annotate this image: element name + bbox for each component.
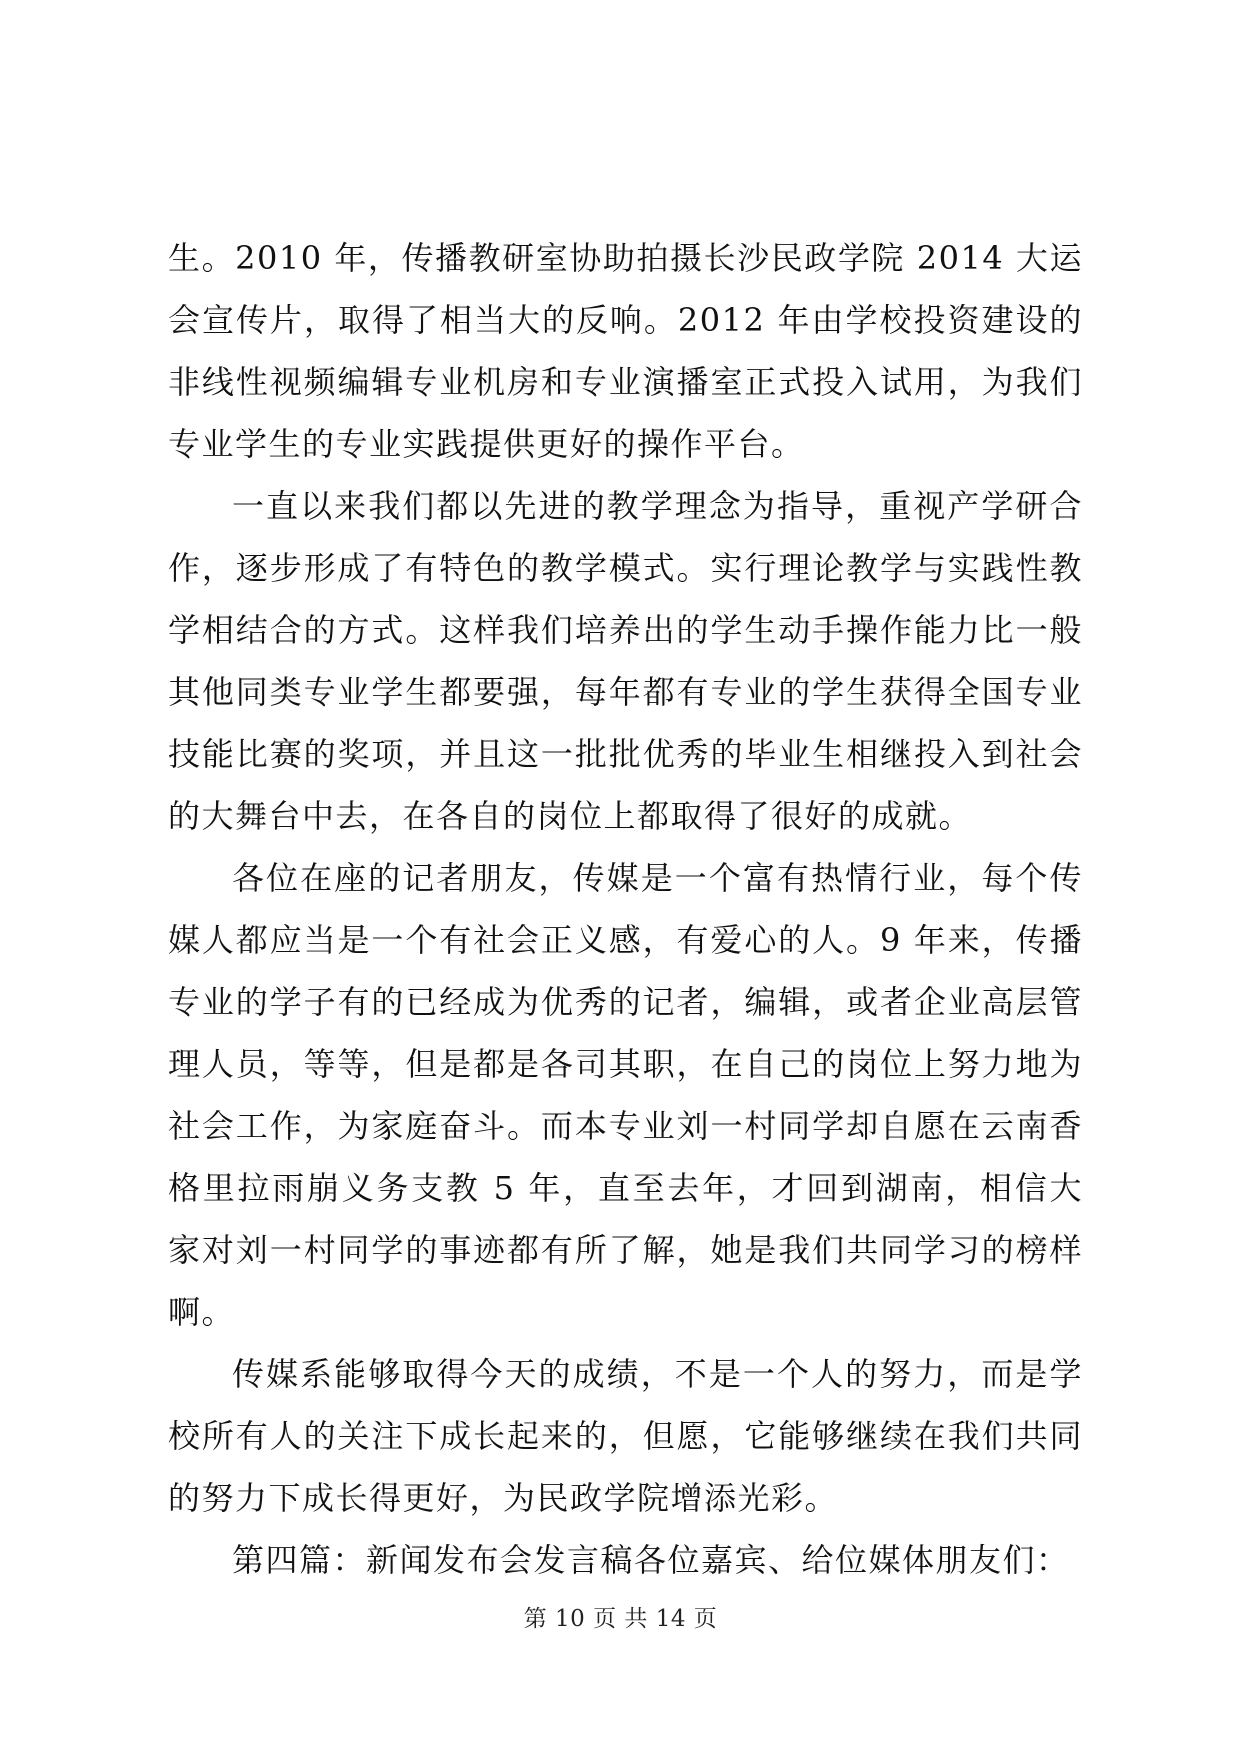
paragraph-3: 各位在座的记者朋友，传媒是一个富有热情行业，每个传媒人都应当是一个有社会正义感，有爱心的人。9 年来，传播专业的学子有的已经成为优秀的记者，编辑，或者企业高层管理人员，等等，但是都是各司其职，在自己的岗位上努力地为社会工作，为家庭奋斗。而本专业刘一村同学却自愿在云南香格里拉雨崩义务支教 5 年，直至去年，才回到湖南，相信大家对刘一村同学的事迹都有所了解，她是我们共同学习的榜样啊。 (168, 859, 1083, 1331)
paragraph-4: 传媒系能够取得今天的成绩，不是一个人的努力，而是学校所有人的关注下成长起来的，但愿，它能够继续在我们共同的努力下成长得更好，为民政学院增添光彩。 (168, 1355, 1083, 1517)
paragraph-2: 一直以来我们都以先进的教学理念为指导，重视产学研合作，逐步形成了有特色的教学模式。实行理论教学与实践性教学相结合的方式。这样我们培养出的学生动手操作能力比一般其他同类专业学生都要强，每年都有专业的学生获得全国专业技能比赛的奖项，并且这一批批优秀的毕业生相继投入到社会的大舞台中去，在各自的岗位上都取得了很好的成就。 (168, 487, 1083, 835)
document-body (168, 227, 1083, 1591)
paragraph-1: 生。2010 年，传播教研室协助拍摄长沙民政学院 2014 大运会宣传片，取得了相当大的反响。2012 年由学校投资建设的非线性视频编辑专业机房和专业演播室正式投入试用，为我们专业学生的专业实践提供更好的操作平台。 (168, 239, 1083, 463)
page-number-label: 第 10 页 共 14 页 (523, 1606, 718, 1632)
page-footer (0, 1604, 1241, 1634)
paragraph-5-heading: 第四篇：新闻发布会发言稿各位嘉宾、给位媒体朋友们： (232, 1541, 1070, 1579)
